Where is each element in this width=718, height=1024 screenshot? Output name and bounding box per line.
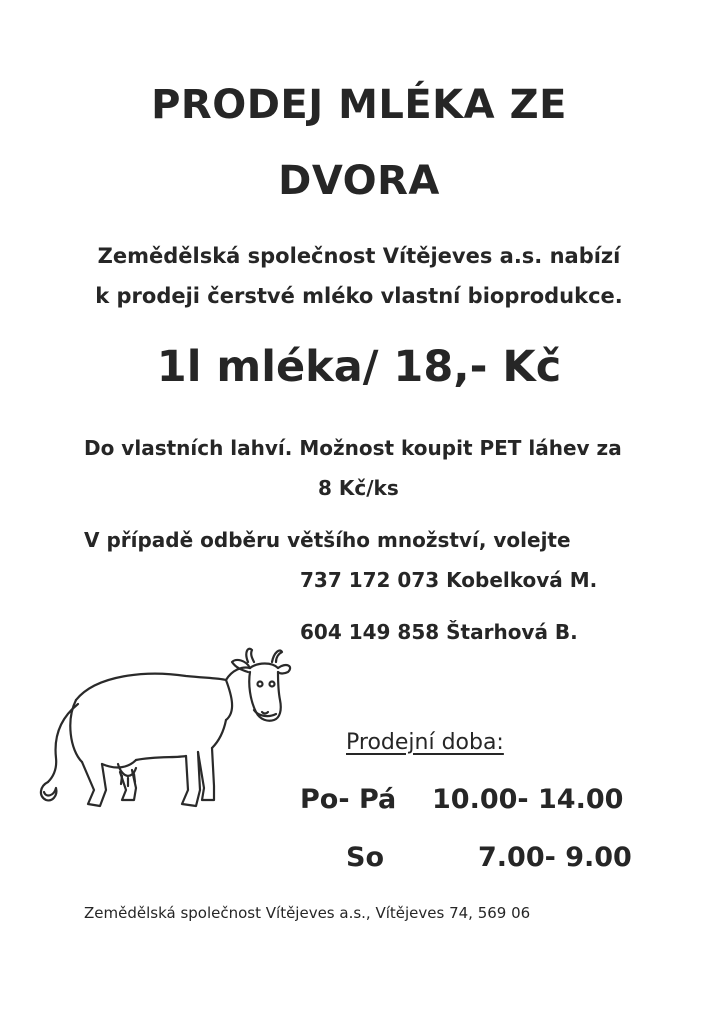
price: 1l mléka/ 18,- Kč <box>156 342 562 392</box>
hours-days-saturday: So <box>346 842 384 873</box>
intro-line-1: Zemědělská společnost Vítějeves a.s. nabízí <box>97 244 621 268</box>
title-line-2: DVORA <box>278 158 440 204</box>
bulk-order-text: V případě odběru většího množství, volejte <box>84 528 571 552</box>
hours-days-weekdays: Po- Pá <box>300 784 397 815</box>
hours-time-weekdays: 10.00- 14.00 <box>432 784 624 815</box>
bottles-line-2: 8 Kč/ks <box>318 476 399 500</box>
footer-address: Zemědělská společnost Vítějeves a.s., Vítějeves 74, 569 06 <box>84 904 531 922</box>
contact-2: 604 149 858 Štarhová B. <box>300 620 578 644</box>
cow-illustration <box>36 640 296 820</box>
bottles-line-1: Do vlastních lahví. Možnost koupit PET láhev za <box>84 436 622 460</box>
contact-1: 737 172 073 Kobelková M. <box>300 568 598 592</box>
intro-line-2: k prodeji čerstvé mléko vlastní bioprodukce. <box>95 284 623 308</box>
opening-hours-label: Prodejní doba: <box>346 730 504 755</box>
title-line-1: PRODEJ MLÉKA ZE <box>151 82 567 128</box>
hours-time-saturday: 7.00- 9.00 <box>478 842 632 873</box>
